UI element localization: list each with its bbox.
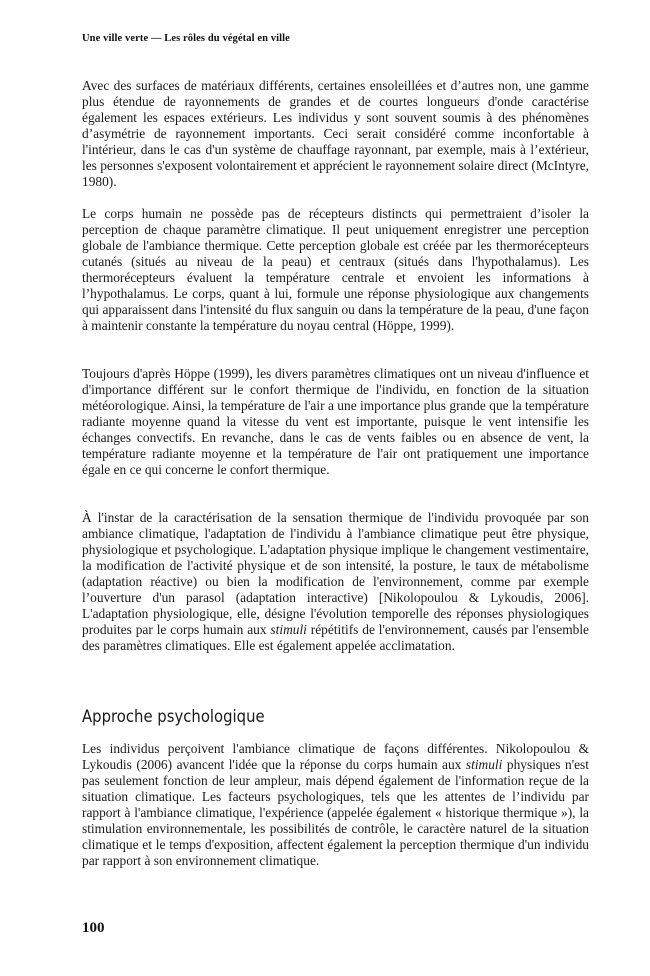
- paragraph-adaptation-italic: stimuli: [270, 622, 307, 637]
- paragraph-psychological-text-a: Les individus perçoivent l'ambiance climatique de façons différentes. Nikolopoulou & Lykoudis (2006) avancent l'idée que la réponse du corps humain aux: [82, 741, 589, 772]
- paragraph-thermoreceptors: Le corps humain ne possède pas de récepteurs distincts qui permettraient d’isoler la perception de chaque paramètre climatique. Il peut uniquement enregistrer une perception globale de l'ambiance thermique. Cette perception globale est créée par les thermorécepteurs cutanés (situés au niveau de la peau) et centraux (situés dans l'hypothalamus). Les thermorécepteurs évaluent la température centrale et envoient les informations à l’hypothalamus. Le corps, quant à lui, formule une réponse physiologique aux changements qui apparaissent dans l'intensité du flux sanguin ou dans la température de la peau, d'une façon à maintenir constante la température du noyau central (Höppe, 1999).: [82, 206, 589, 333]
- paragraph-psychological: [82, 741, 589, 869]
- section-heading: Approche psychologique: [82, 707, 265, 726]
- paragraph-radiation: Avec des surfaces de matériaux différents, certaines ensoleillées et d’autres non, une gamme plus étendue de rayonnements de grandes et de courtes longueurs d'onde caractérise également les espaces extérieurs. Les individus y sont souvent soumis à des phénomènes d’asymétrie de rayonnement importants. Ceci serait considéré comme inconfortable à l'intérieur, dans le cas d'un système de chauffage rayonnant, par exemple, mais à l’extérieur, les personnes s'exposent volontairement et apprécient le rayonnement solaire direct (McIntyre, 1980).: [82, 78, 589, 189]
- paragraph-psychological-italic: stimuli: [465, 757, 503, 772]
- paragraph-climatic-parameters: Toujours d'après Höppe (1999), les divers paramètres climatiques ont un niveau d'influence et d'importance différent sur le confort thermique de l'individu, en fonction de la situation météorologique. Ainsi, la température de l'air a une importance plus grande que la température radiante moyenne quand la vitesse du vent est importante, puisque le vent intensifie les échanges convectifs. En revanche, dans le cas de vents faibles ou en absence de vent, la température radiante moyenne et la température de l'air ont pratiquement une importance égale en ce qui concerne le confort thermique.: [82, 366, 589, 477]
- paragraph-psychological-text-b: physiques n'est pas seulement fonction de leur ampleur, mais dépend également de l'information reçue de la situation climatique. Les facteurs psychologiques, tels que les attentes de l’individu par rapport à l'ambiance climatique, l'expérience (appelée également « historique thermique »), la stimulation environnementale, les possibilités de contrôle, le caractère naturel de la situation climatique et le temps d'exposition, affectent également la perception thermique d'un individu par rapport à son environnement climatique.: [82, 757, 589, 868]
- page-number: 100: [82, 920, 105, 936]
- paragraph-adaptation-text-b: répétitifs de l'environnement, causés par l'ensemble des paramètres climatiques. Elle est également appelée acclimatation.: [82, 622, 589, 653]
- paragraph-adaptation: [82, 510, 589, 654]
- running-header: Une ville verte — Les rôles du végétal en ville: [82, 33, 290, 44]
- paragraph-adaptation-text-a: À l'instar de la caractérisation de la sensation thermique de l'individu provoquée par son ambiance climatique, l'adaptation de l'individu à l'ambiance climatique peut être physique, physiologique et psychologique. L'adaptation physique implique le changement vestimentaire, la modification de l'activité physique et de son intensité, la posture, le taux de métabolisme (adaptation réactive) ou bien la modification de l'environnement, comme par exemple l’ouverture d'un parasol (adaptation interactive) [Nikolopoulou & Lykoudis, 2006]. L'adaptation physiologique, elle, désigne l'évolution temporelle des réponses physiologiques produites par le corps humain aux: [82, 510, 589, 637]
